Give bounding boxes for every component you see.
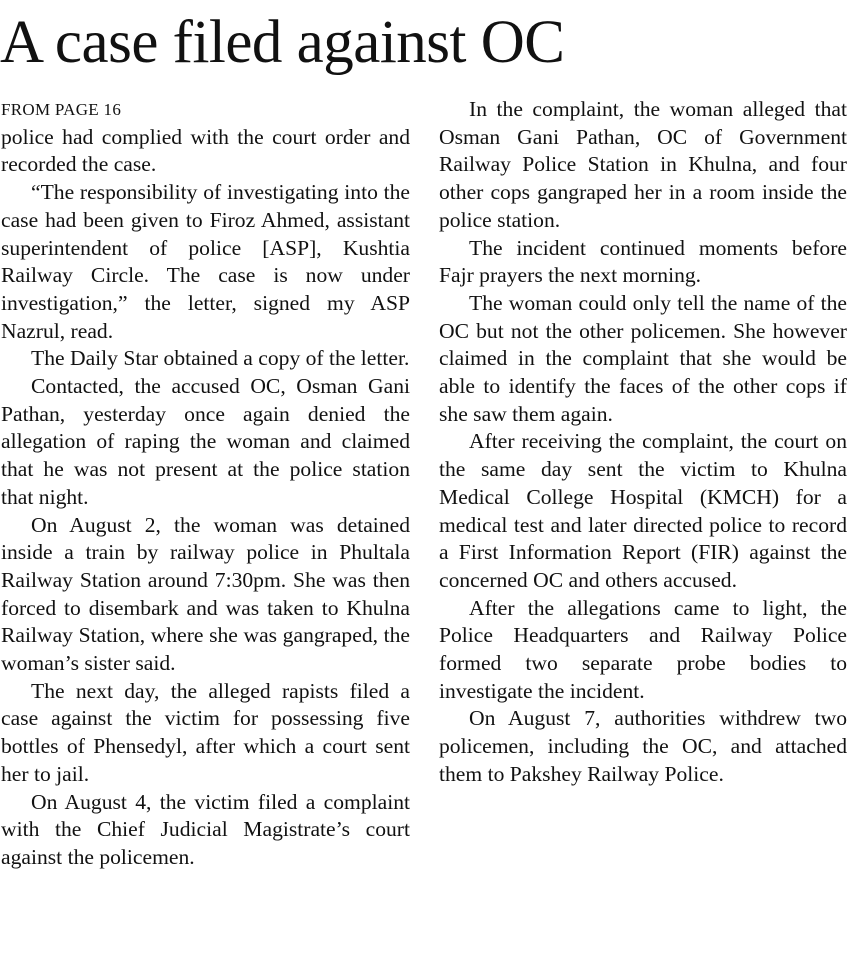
paragraph: On August 7, authorities withdrew two policemen, including the OC, and attached them to Pakshey Railway Police. (439, 706, 847, 786)
paragraph: The woman could only tell the name of the OC but not the other policemen. She however claimed in the complaint that she would be able to identify the faces of the other cops if she saw them again. (439, 290, 847, 426)
paragraph: police had complied with the court order and recorded the case. (1, 124, 410, 177)
paragraph: The next day, the alleged rapists filed a case against the victim for possessing five bottles of Phensedyl, after which a court sent her to jail. (1, 678, 410, 786)
paragraph: After the allegations came to light, the Police Headquarters and Railway Police formed two separate probe bodies to investigate the incident. (439, 595, 847, 703)
paragraph: Contacted, the accused OC, Osman Gani Pathan, yesterday once again denied the allegation of raping the woman and claimed that he was not present at the police station that night. (1, 374, 410, 509)
paragraph: On August 2, the woman was detained inside a train by railway police in Phultala Railway Station around 7:30pm. She was then forced to disembark and was taken to Khulna Railway Station, where she was gangraped, the woman’s sister said. (1, 512, 410, 676)
paragraph: On August 4, the victim filed a complaint with the Chief Judicial Magistrate’s court against the policemen. (1, 789, 410, 869)
article-column-left (1, 96, 410, 872)
paragraph: After receiving the complaint, the court on the same day sent the victim to Khulna Medical College Hospital (KMCH) for a medical test and later directed police to record a First Information Report (FIR) against the concerned OC and others accused. (439, 429, 847, 592)
article-column-right (439, 96, 847, 789)
paragraph: In the complaint, the woman alleged that Osman Gani Pathan, OC of Government Railway Police Station in Khulna, and four other cops gangraped her in a room inside the police station. (439, 97, 847, 232)
paragraph: The Daily Star obtained a copy of the letter. (31, 346, 410, 371)
continued-from-label: FROM PAGE 16 (1, 100, 122, 119)
paragraph: “The responsibility of investigating into the case had been given to Firoz Ahmed, assistant superintendent of police [ASP], Kushtia Railway Circle. The case is now under investigation,” the letter, signed my ASP Nazrul, read. (1, 180, 410, 343)
paragraph: The incident continued moments before Fajr prayers the next morning. (439, 235, 847, 288)
headline: A case filed against OC (0, 9, 565, 76)
